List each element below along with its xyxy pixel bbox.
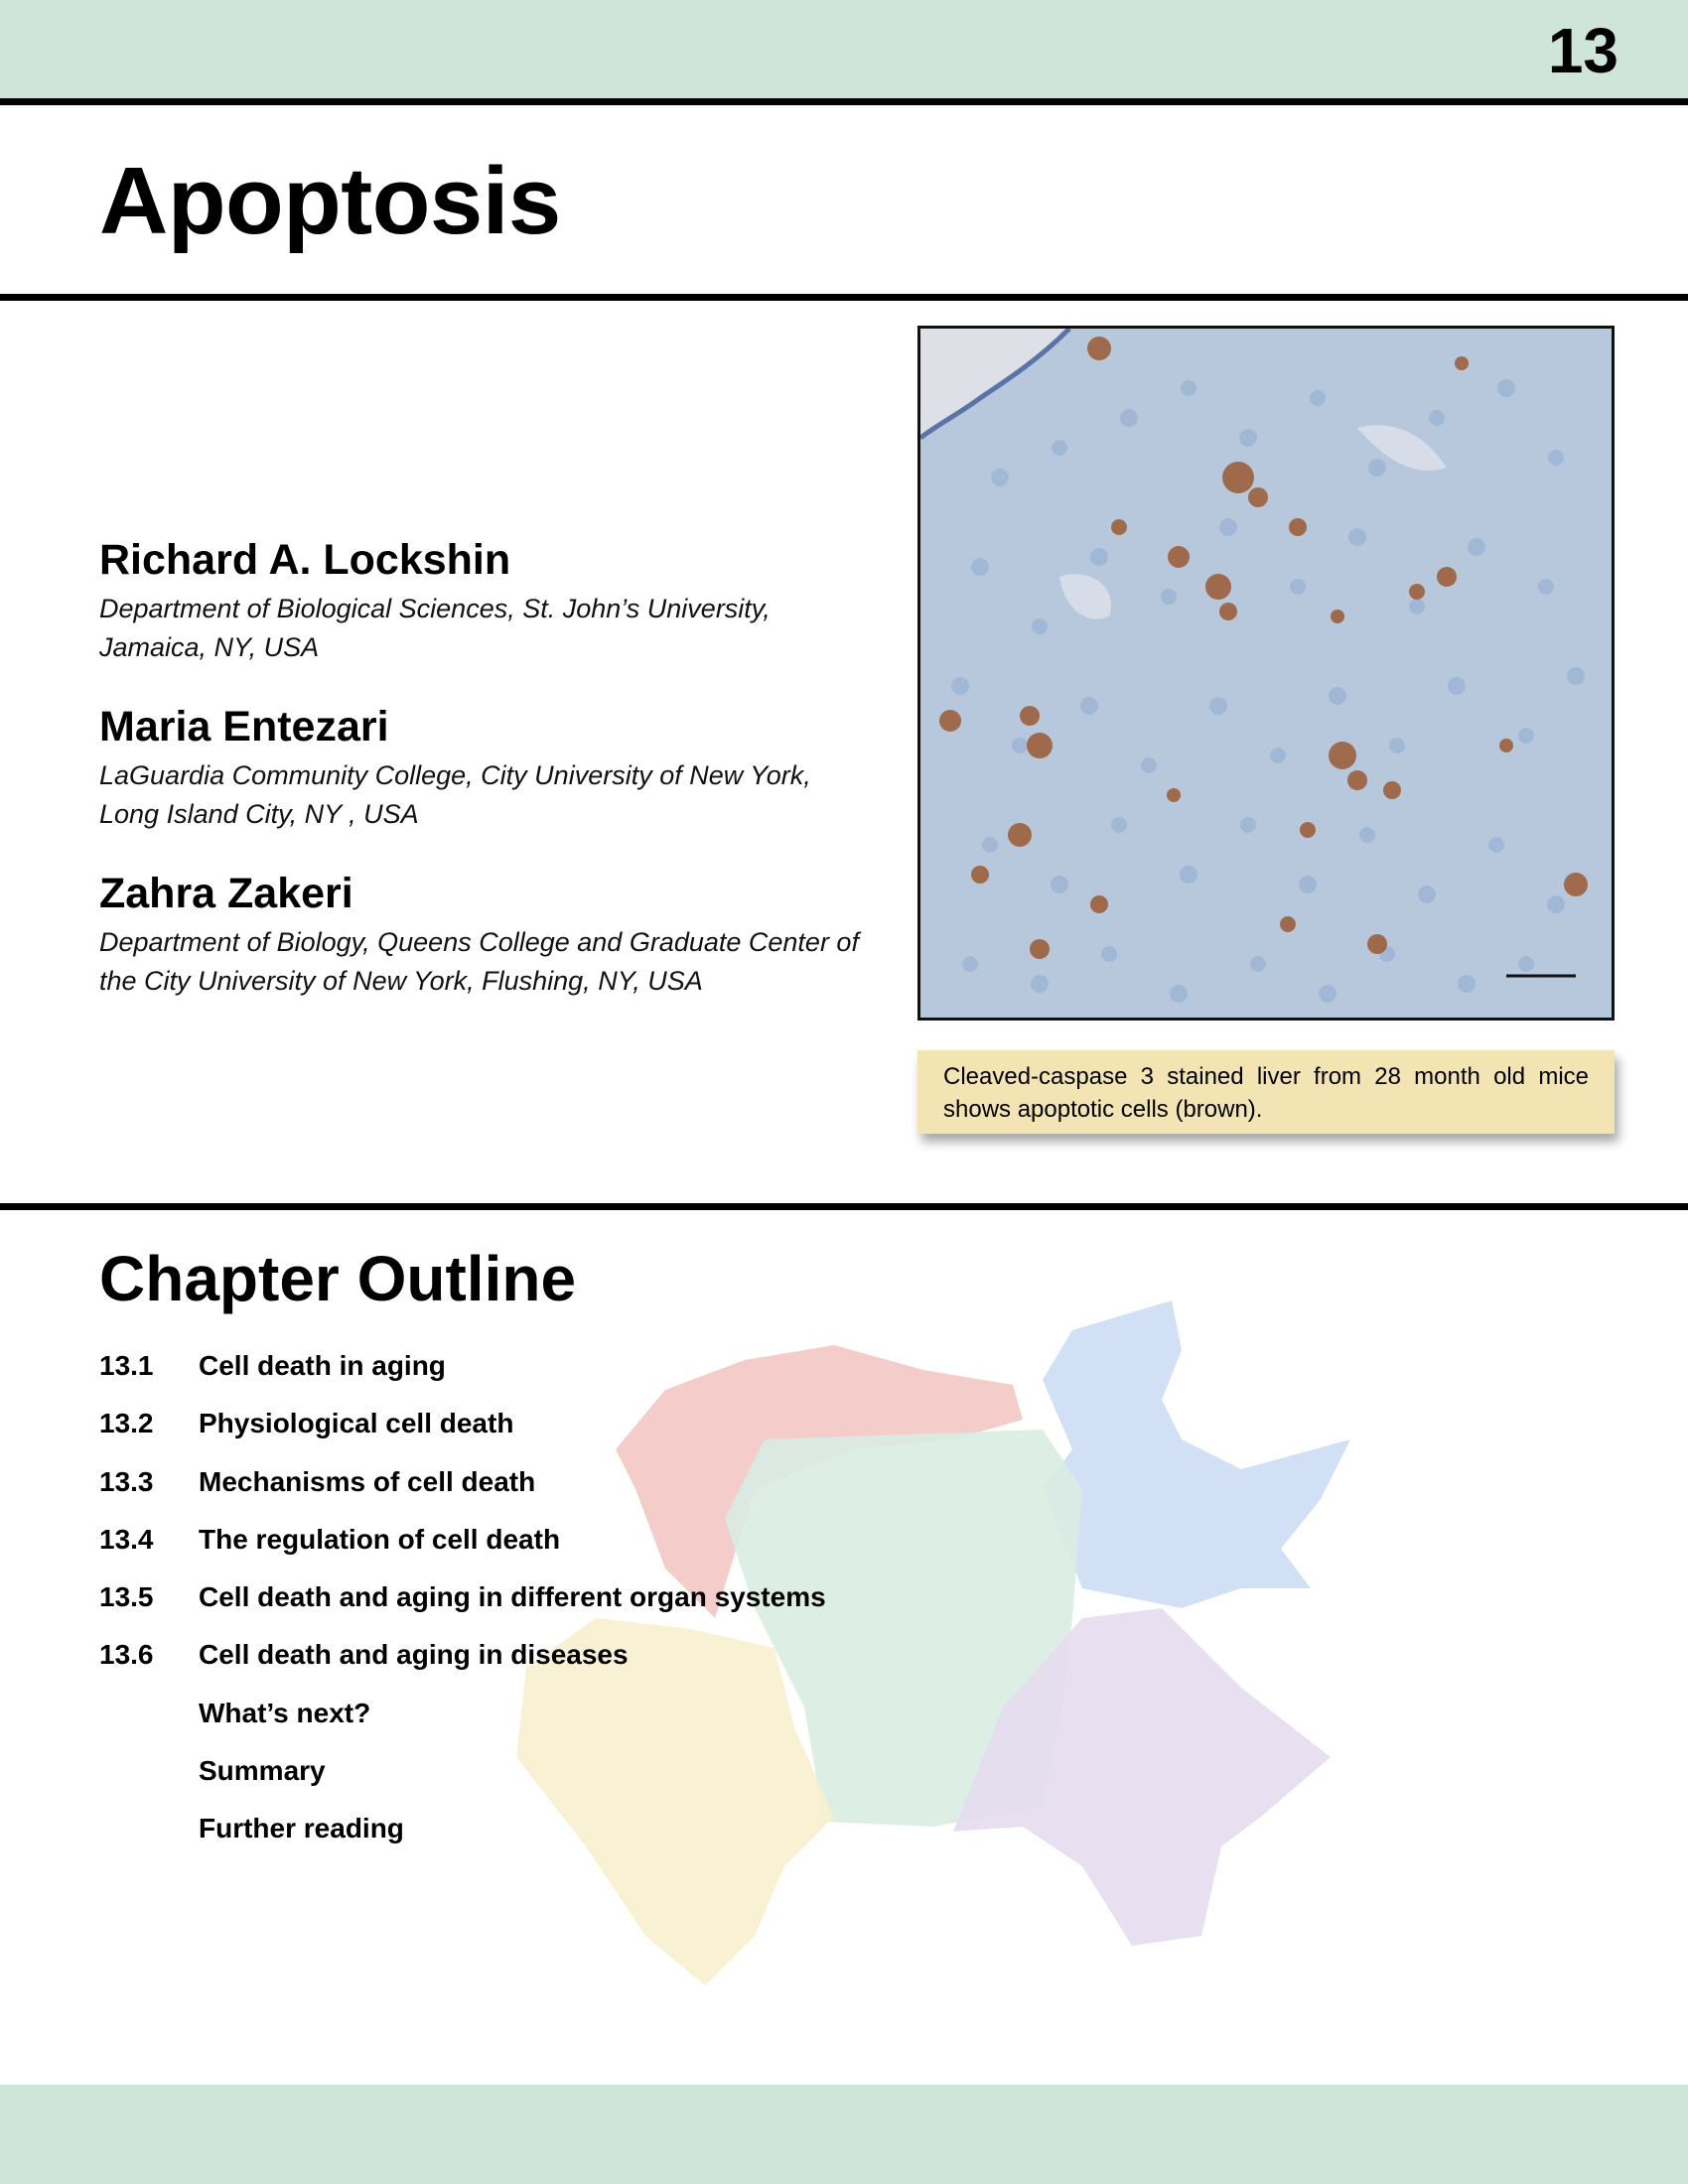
author-affiliation: Department of Biological Sciences, St. John’s University, Jamaica, NY, USA [99,594,771,662]
header-rule [0,98,1688,105]
author-name: Richard A. Lockshin [99,536,511,584]
outline-title: Chapter Outline [99,1243,577,1314]
outline-rule [0,1203,1688,1210]
outline-text: The regulation of cell death [199,1523,561,1555]
chapter-outline-list [99,1343,826,1864]
outline-text: Cell death and aging in diseases [199,1639,629,1671]
title-rule [0,294,1688,301]
outline-number: 13.3 [99,1465,154,1497]
outline-text: What’s next? [199,1697,371,1728]
outline-number: 13.5 [99,1581,154,1613]
chapter-number: 13 [1547,15,1618,86]
chapter-title: Apoptosis [99,148,561,254]
author-affiliation: LaGuardia Community College, City University of New York, Long Island City, NY , USA [99,760,811,829]
author-name: Maria Entezari [99,703,389,751]
outline-item [99,1691,826,1748]
figure-caption: Cleaved-caspase 3 stained liver from 28 month old mice shows apoptotic cells (brown). [917,1050,1615,1134]
outline-number: 13.4 [99,1523,154,1555]
footer-band [0,2085,1688,2184]
outline-item [99,1517,826,1574]
outline-text: Cell death in aging [199,1350,446,1381]
author-block [99,701,874,834]
outline-number: 13.6 [99,1639,154,1671]
author-name: Zahra Zakeri [99,870,353,917]
watercolor-blue-shape [1043,1300,1350,1608]
header-band [0,0,1688,99]
outline-item [99,1459,826,1517]
outline-item [99,1343,826,1401]
outline-item [99,1748,826,1806]
author-block [99,534,874,667]
author-affiliation: Department of Biology, Queens College and Graduate Center of the City University of New York, Flushing, NY, USA [99,927,859,996]
outline-number: 13.2 [99,1408,154,1439]
outline-text: Cell death and aging in different organ systems [199,1581,826,1613]
liver-micrograph-image [920,329,1612,1018]
micrograph-figure [917,326,1615,1021]
outline-number: 13.1 [99,1350,154,1381]
outline-text: Physiological cell death [199,1408,514,1439]
outline-text: Further reading [199,1813,404,1844]
outline-item [99,1806,826,1863]
author-list [99,534,874,1034]
outline-item [99,1401,826,1458]
outline-item [99,1632,826,1690]
author-block [99,868,874,1001]
outline-text: Mechanisms of cell death [199,1465,536,1497]
outline-text: Summary [199,1755,326,1787]
outline-item [99,1574,826,1632]
